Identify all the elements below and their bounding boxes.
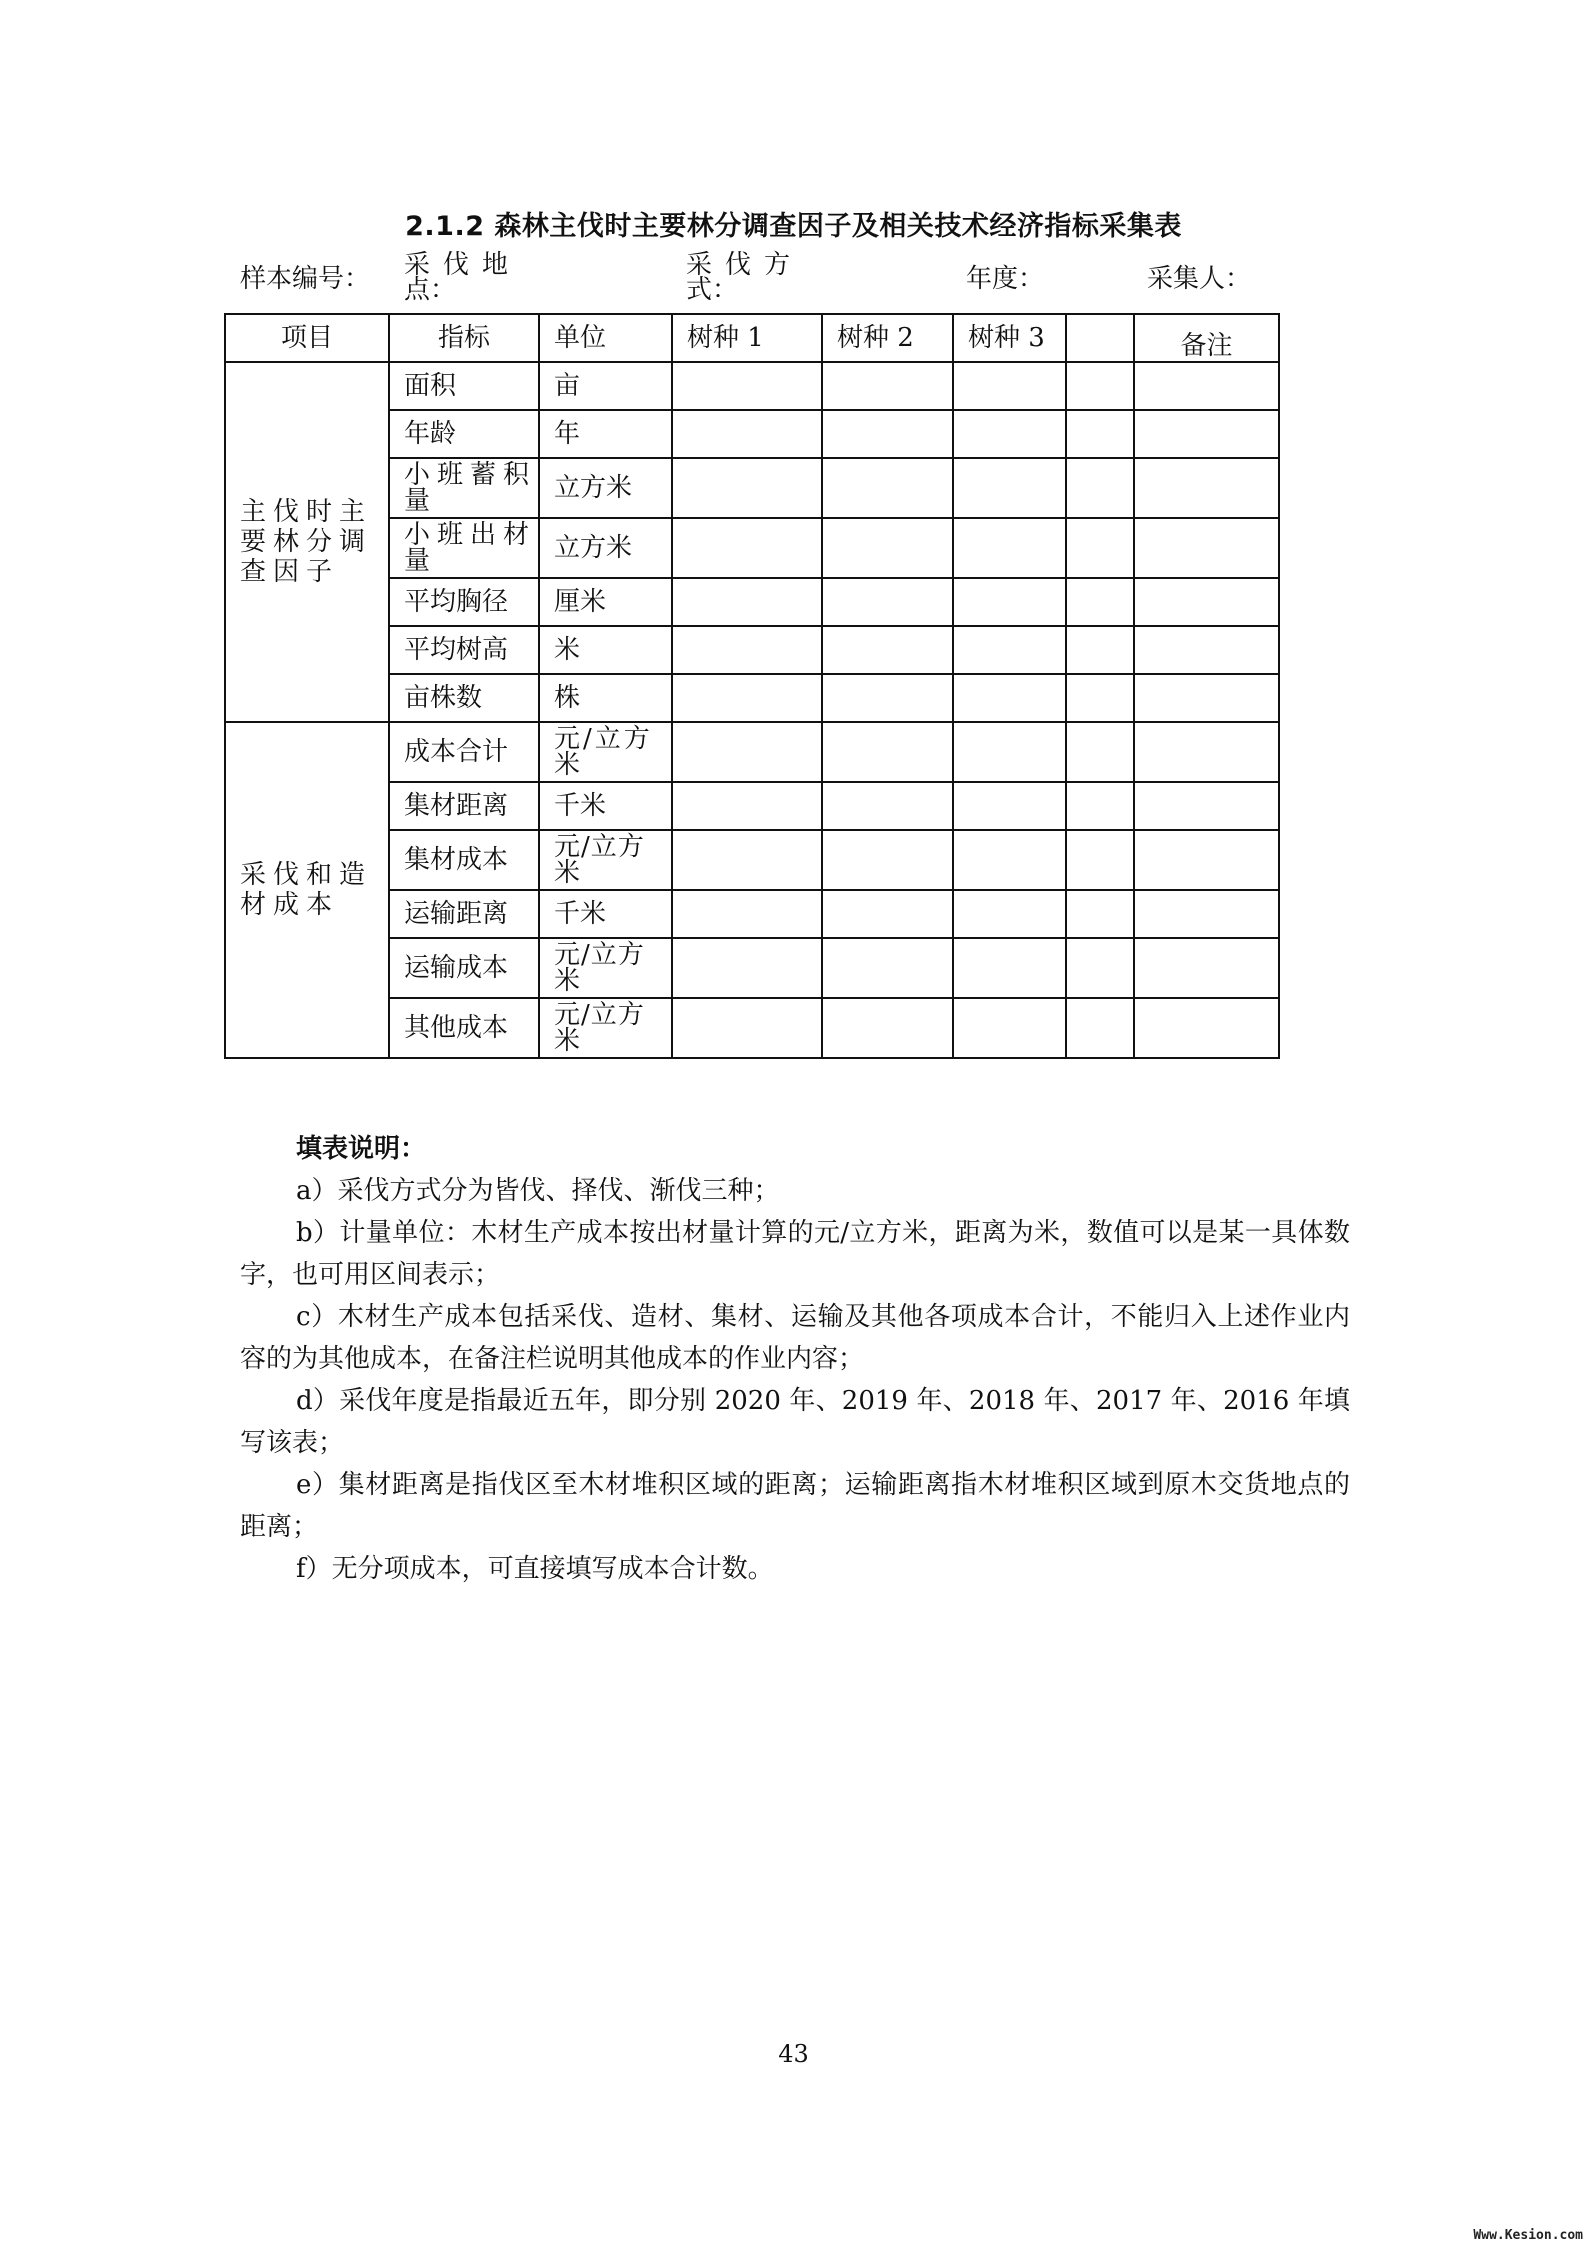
instruction-item: d）采伐年度是指最近五年，即分别 2020 年、2019 年、2018 年、2017 年、2016 年填写该表； xyxy=(240,1386,1350,1458)
input-cell-species-1[interactable] xyxy=(672,626,822,674)
sample-number-label: 样本编号： xyxy=(240,264,371,294)
input-cell-remarks[interactable] xyxy=(1134,998,1279,1058)
group-label-felling-costs: 采伐和造材成本 xyxy=(225,722,389,1058)
input-cell-species-3[interactable] xyxy=(953,998,1066,1058)
input-cell-remarks[interactable] xyxy=(1134,890,1279,938)
input-cell-species-3[interactable] xyxy=(953,782,1066,830)
input-cell-remarks[interactable] xyxy=(1134,938,1279,998)
input-cell-remarks[interactable] xyxy=(1134,458,1279,518)
year-label: 年度： xyxy=(966,264,1045,294)
input-cell-species-3[interactable] xyxy=(953,674,1066,722)
method-label xyxy=(686,250,804,305)
collector-label: 采集人： xyxy=(1147,264,1252,294)
indicator-cell: 运输距离 xyxy=(389,890,539,938)
header-project: 项目 xyxy=(225,314,389,362)
collection-table xyxy=(224,313,1280,1059)
unit-cell: 千米 xyxy=(539,890,672,938)
header-unit: 单位 xyxy=(539,314,672,362)
input-cell-remarks[interactable] xyxy=(1134,722,1279,782)
instruction-item: a）采伐方式分为皆伐、择伐、渐伐三种； xyxy=(296,1176,780,1206)
input-cell-remarks[interactable] xyxy=(1134,518,1279,578)
input-cell-species-3[interactable] xyxy=(953,518,1066,578)
input-cell-species-2[interactable] xyxy=(822,998,953,1058)
location-label-line2: 点： xyxy=(404,275,457,305)
input-cell-species-2[interactable] xyxy=(822,890,953,938)
input-cell-species-3[interactable] xyxy=(953,578,1066,626)
instruction-item: c）木材生产成本包括采伐、造材、集材、运输及其他各项成本合计，不能归入上述作业内容的为其他成本，在备注栏说明其他成本的作业内容； xyxy=(240,1302,1350,1374)
input-cell-extra[interactable] xyxy=(1066,410,1134,458)
indicator-cell: 平均树高 xyxy=(389,626,539,674)
input-cell-extra[interactable] xyxy=(1066,578,1134,626)
unit-cell: 厘米 xyxy=(539,578,672,626)
input-cell-remarks[interactable] xyxy=(1134,782,1279,830)
input-cell-species-2[interactable] xyxy=(822,782,953,830)
input-cell-species-1[interactable] xyxy=(672,938,822,998)
unit-cell: 亩 xyxy=(539,362,672,410)
document-title: 2.1.2 森林主伐时主要林分调查因子及相关技术经济指标采集表 xyxy=(405,211,1182,242)
input-cell-extra[interactable] xyxy=(1066,626,1134,674)
header-species-1: 树种 1 xyxy=(672,314,822,362)
input-cell-remarks[interactable] xyxy=(1134,830,1279,890)
input-cell-species-2[interactable] xyxy=(822,458,953,518)
input-cell-species-2[interactable] xyxy=(822,362,953,410)
input-cell-species-2[interactable] xyxy=(822,518,953,578)
unit-cell: 元/立方米 xyxy=(539,998,672,1058)
group-label-felling-factors: 主伐时主要林分调查因子 xyxy=(225,362,389,722)
unit-cell: 元/立方米 xyxy=(539,830,672,890)
indicator-cell: 亩株数 xyxy=(389,674,539,722)
indicator-cell: 小班蓄积量 xyxy=(389,458,539,518)
table-row xyxy=(225,722,1279,782)
input-cell-species-1[interactable] xyxy=(672,518,822,578)
input-cell-extra[interactable] xyxy=(1066,362,1134,410)
input-cell-species-1[interactable] xyxy=(672,410,822,458)
filling-instructions xyxy=(240,1128,1350,1590)
input-cell-species-1[interactable] xyxy=(672,578,822,626)
instruction-item: e）集材距离是指伐区至木材堆积区域的距离；运输距离指木材堆积区域到原木交货地点的距离； xyxy=(240,1470,1350,1542)
input-cell-species-3[interactable] xyxy=(953,410,1066,458)
input-cell-remarks[interactable] xyxy=(1134,674,1279,722)
header-indicator: 指标 xyxy=(389,314,539,362)
header-species-2: 树种 2 xyxy=(822,314,953,362)
indicator-cell: 面积 xyxy=(389,362,539,410)
indicator-cell: 平均胸径 xyxy=(389,578,539,626)
unit-cell: 元/立方米 xyxy=(539,722,672,782)
input-cell-extra[interactable] xyxy=(1066,722,1134,782)
input-cell-extra[interactable] xyxy=(1066,458,1134,518)
input-cell-species-2[interactable] xyxy=(822,938,953,998)
input-cell-species-2[interactable] xyxy=(822,578,953,626)
header-species-3: 树种 3 xyxy=(953,314,1066,362)
input-cell-extra[interactable] xyxy=(1066,938,1134,998)
input-cell-species-3[interactable] xyxy=(953,890,1066,938)
table-row xyxy=(225,362,1279,410)
input-cell-species-2[interactable] xyxy=(822,722,953,782)
input-cell-species-3[interactable] xyxy=(953,362,1066,410)
input-cell-remarks[interactable] xyxy=(1134,362,1279,410)
page-number: 43 xyxy=(778,2040,809,2068)
input-cell-extra[interactable] xyxy=(1066,518,1134,578)
method-label-line2: 式： xyxy=(686,275,739,305)
indicator-cell: 运输成本 xyxy=(389,938,539,998)
input-cell-species-1[interactable] xyxy=(672,998,822,1058)
unit-cell: 年 xyxy=(539,410,672,458)
input-cell-extra[interactable] xyxy=(1066,674,1134,722)
location-label xyxy=(404,250,522,305)
input-cell-species-1[interactable] xyxy=(672,830,822,890)
unit-cell: 立方米 xyxy=(539,458,672,518)
input-cell-extra[interactable] xyxy=(1066,998,1134,1058)
input-cell-extra[interactable] xyxy=(1066,890,1134,938)
indicator-cell: 其他成本 xyxy=(389,998,539,1058)
input-cell-extra[interactable] xyxy=(1066,782,1134,830)
input-cell-species-3[interactable] xyxy=(953,626,1066,674)
location-label-line1: 采伐地 xyxy=(404,250,522,280)
unit-cell: 元/立方米 xyxy=(539,938,672,998)
indicator-cell: 小班出材量 xyxy=(389,518,539,578)
instruction-item: f）无分项成本，可直接填写成本合计数。 xyxy=(296,1554,774,1584)
input-cell-species-1[interactable] xyxy=(672,362,822,410)
unit-cell: 株 xyxy=(539,674,672,722)
header-remarks: 备注 xyxy=(1134,314,1279,362)
input-cell-species-3[interactable] xyxy=(953,458,1066,518)
header-blank xyxy=(1066,314,1134,362)
input-cell-remarks[interactable] xyxy=(1134,578,1279,626)
table-header-row xyxy=(225,314,1279,362)
input-cell-species-1[interactable] xyxy=(672,890,822,938)
input-cell-species-3[interactable] xyxy=(953,938,1066,998)
input-cell-species-2[interactable] xyxy=(822,626,953,674)
input-cell-species-2[interactable] xyxy=(822,674,953,722)
unit-cell: 千米 xyxy=(539,782,672,830)
unit-cell: 立方米 xyxy=(539,518,672,578)
indicator-cell: 集材成本 xyxy=(389,830,539,890)
instruction-item: b）计量单位：木材生产成本按出材量计算的元/立方米，距离为米，数值可以是某一具体数字，也可用区间表示； xyxy=(240,1218,1350,1290)
input-cell-species-3[interactable] xyxy=(953,830,1066,890)
input-cell-species-3[interactable] xyxy=(953,722,1066,782)
input-cell-extra[interactable] xyxy=(1066,830,1134,890)
input-cell-species-1[interactable] xyxy=(672,722,822,782)
unit-cell: 米 xyxy=(539,626,672,674)
watermark: Www.Kesion.com xyxy=(1473,2228,1583,2243)
input-cell-species-2[interactable] xyxy=(822,830,953,890)
input-cell-remarks[interactable] xyxy=(1134,626,1279,674)
input-cell-remarks[interactable] xyxy=(1134,410,1279,458)
method-label-line1: 采伐方 xyxy=(686,250,804,280)
input-cell-species-2[interactable] xyxy=(822,410,953,458)
indicator-cell: 年龄 xyxy=(389,410,539,458)
indicator-cell: 成本合计 xyxy=(389,722,539,782)
indicator-cell: 集材距离 xyxy=(389,782,539,830)
instructions-heading: 填表说明： xyxy=(296,1134,427,1164)
input-cell-species-1[interactable] xyxy=(672,458,822,518)
input-cell-species-1[interactable] xyxy=(672,674,822,722)
input-cell-species-1[interactable] xyxy=(672,782,822,830)
